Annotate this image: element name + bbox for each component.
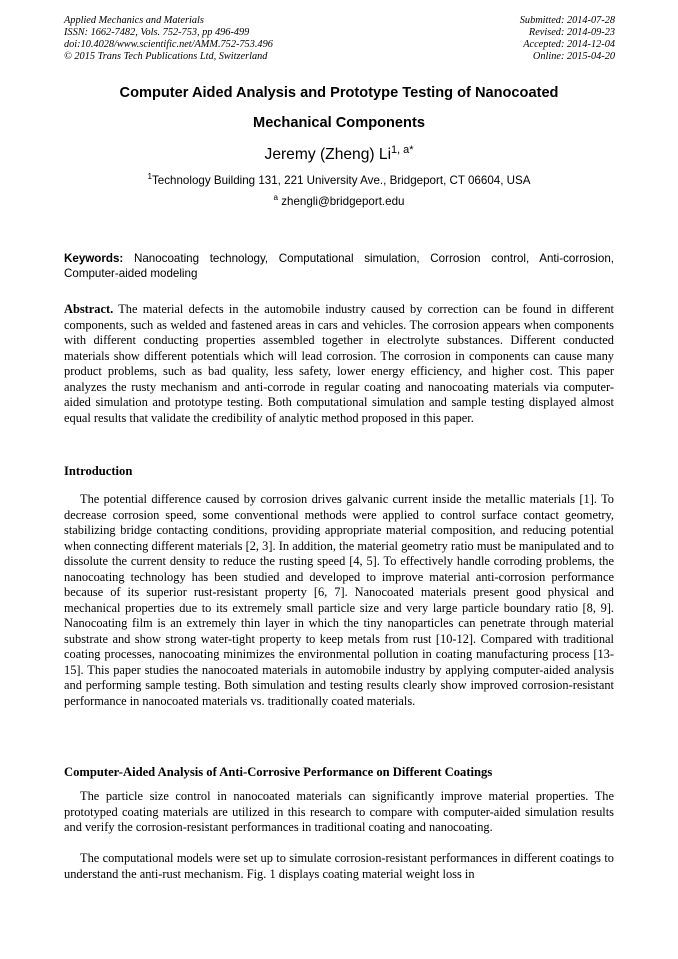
journal-info xyxy=(64,15,273,63)
doi-line: doi:10.4028/www.scientific.net/AMM.752-753.496 xyxy=(64,39,273,50)
abstract xyxy=(64,302,614,426)
affiliation xyxy=(64,174,614,187)
section-heading-introduction: Introduction xyxy=(64,464,133,478)
submission-dates xyxy=(520,15,615,63)
section-heading-computer-aided-analysis: Computer-Aided Analysis of Anti-Corrosive Performance on Different Coatings xyxy=(64,765,493,779)
keywords xyxy=(64,251,614,281)
introduction-paragraph: The potential difference caused by corrosion drives galvanic current inside the metallic materials [1]. To decrease corrosion speed, some conventional methods were applied to control surface contact geometry, stabilizing bridge contacting conditions, providing appropriate material composition, and reducing potential when connecting different materials [2, 3]. In addition, the material geometry ratio must be manipulated and to dissolute the current density to reduce the rusting speed [4, 5]. To effectively handle corroding problems, the nanocoating technology has been studied and developed to improve material anti-corrosion performance because of its superior rust-resistant property [6, 7]. Nanocoated materials present good physical and mechanical properties due to its extremely small particle size and very large particle boundary ratio [8, 9]. Nanocoating film is an extremely thin layer in which the tiny nanoparticles can penetrate through material substrate and show strong water-tight property to keep metals from rust [10-12]. Compared with traditional coating processes, nanocoating minimizes the environmental pollution in coating manufacturing process [13-15]. This paper studies the nanocoated materials in automobile industry by applying computer-aided analysis and performing sample testing. Both simulation and testing results clearly show improved corrosion-resistant performance in nanocoated materials vs. traditionally coated materials. xyxy=(64,492,614,708)
author-name: Jeremy (Zheng) Li xyxy=(264,146,392,163)
journal-name: Applied Mechanics and Materials xyxy=(64,15,204,26)
affiliation-superscript: 1 xyxy=(147,172,152,182)
author-line xyxy=(64,143,614,164)
section2-paragraph-1: The particle size control in nanocoated materials can significantly improve material properties. The prototyped coating materials are utilized in this research to compare with computer-aided simulation results and verify the corrosion-resistant performances in traditional coating and nanocoating. xyxy=(64,789,614,834)
copyright-line: © 2015 Trans Tech Publications Ltd, Switzerland xyxy=(64,51,268,62)
title-line-1: Computer Aided Analysis and Prototype Testing of Nanocoated xyxy=(119,85,559,101)
email-superscript: a xyxy=(273,193,278,203)
online-date: Online: 2015-04-20 xyxy=(532,51,615,62)
abstract-text: The material defects in the automobile industry caused by correction can be found in different components, such as welded and fastened areas in cars and vehicles. The corrosion appears when components with different conducting properties assembled together in electrolyte substances. Different conducted materials show different potentials which will lead corrosion. The corrosion in components can cause many product problems, such as bad quality, less safety, lower energy efficiency, and higher cost. This paper analyzes the rusty mechanism and anti-corrode in regular coating and nanocoating materials via computer-aided simulation and prototype testing. Both computational simulation and sample testing displayed almost equal results that validate the credibility of analytic method proposed in this paper. xyxy=(64,302,614,425)
email-link[interactable]: zhengli@bridgeport.edu xyxy=(278,195,405,208)
author-superscript: 1, a* xyxy=(391,143,414,156)
affiliation-text: Technology Building 131, 221 University Ave., Bridgeport, CT 06604, USA xyxy=(151,174,531,187)
author-email xyxy=(64,195,614,208)
accepted-date: Accepted: 2014-12-04 xyxy=(523,39,615,50)
abstract-label: Abstract. xyxy=(64,302,114,316)
title-line-2: Mechanical Components xyxy=(253,115,425,131)
keywords-text: Nanocoating technology, Computational simulation, Corrosion control, Anti-corrosion, Computer-aided modeling xyxy=(64,252,614,280)
paper-title xyxy=(64,78,614,138)
section2-paragraph-2: The computational models were set up to simulate corrosion-resistant performances in different coatings to understand the anti-rust mechanism. Fig. 1 displays coating material weight loss in xyxy=(64,851,614,881)
issn-line: ISSN: 1662-7482, Vols. 752-753, pp 496-499 xyxy=(64,27,250,38)
revised-date: Revised: 2014-09-23 xyxy=(528,27,615,38)
keywords-label: Keywords: xyxy=(64,252,124,265)
submitted-date: Submitted: 2014-07-28 xyxy=(519,15,615,26)
